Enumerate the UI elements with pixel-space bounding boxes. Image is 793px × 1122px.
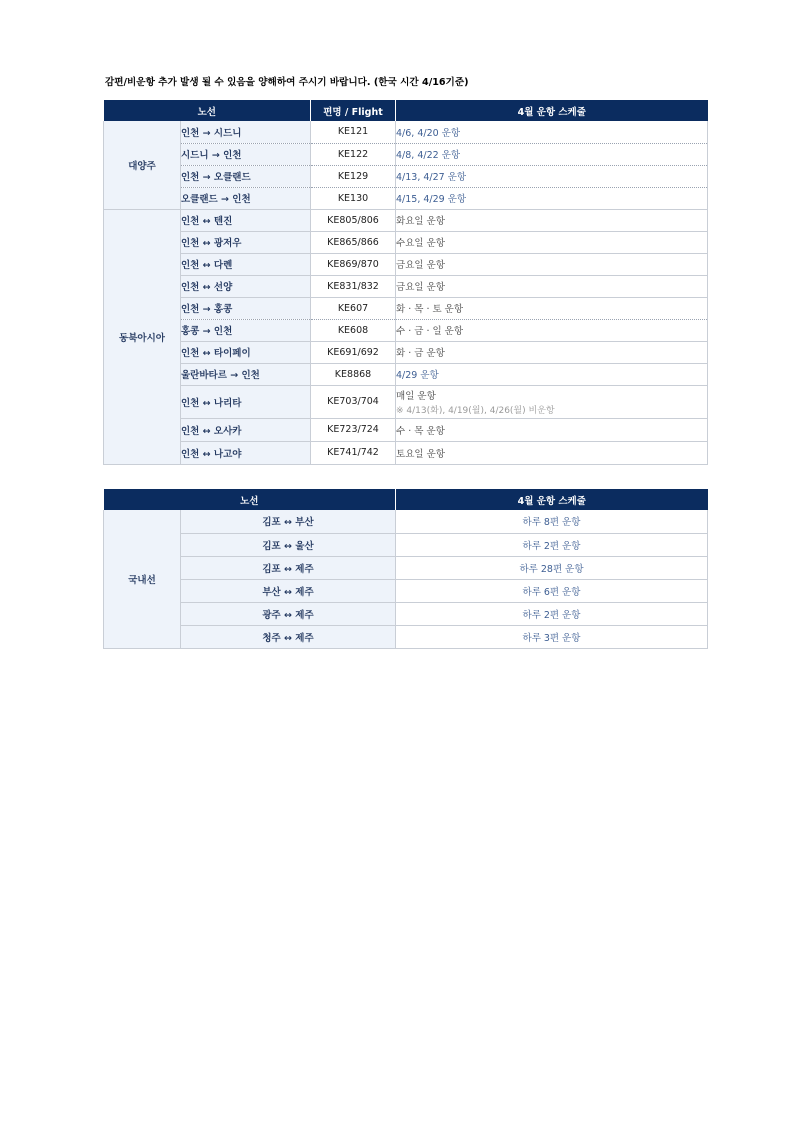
route-cell: 청주 ↔ 제주 [181, 625, 396, 648]
table-row [104, 253, 708, 275]
header-route: 노선 [104, 100, 311, 121]
flight-cell: KE691/692 [311, 341, 396, 363]
table-row [104, 363, 708, 385]
route-cell: 오클랜드 → 인천 [181, 187, 311, 209]
table-row [104, 121, 708, 143]
table-row [104, 533, 708, 556]
schedule-cell: 4/13, 4/27 운항 [396, 165, 708, 187]
schedule-cell: 4/15, 4/29 운항 [396, 187, 708, 209]
route-cell: 인천 ↔ 나리타 [181, 385, 311, 418]
schedule-cell: 하루 6편 운항 [396, 579, 708, 602]
schedule-main-text: 매일 운항 [396, 390, 436, 402]
flight-cell: KE703/704 [311, 385, 396, 418]
route-cell: 인천 → 오클랜드 [181, 165, 311, 187]
table-row [104, 556, 708, 579]
route-cell: 울란바타르 → 인천 [181, 363, 311, 385]
header-schedule: 4월 운항 스케줄 [396, 100, 708, 121]
schedule-cell [396, 385, 708, 418]
table-row [104, 579, 708, 602]
route-cell: 인천 → 시드니 [181, 121, 311, 143]
flight-cell: KE607 [311, 297, 396, 319]
route-cell: 인천 ↔ 광저우 [181, 231, 311, 253]
route-cell: 인천 ↔ 나고야 [181, 441, 311, 464]
schedule-cell: 하루 2편 운항 [396, 602, 708, 625]
flight-cell: KE8868 [311, 363, 396, 385]
international-schedule-table [103, 100, 708, 465]
route-cell: 김포 ↔ 울산 [181, 533, 396, 556]
route-cell: 부산 ↔ 제주 [181, 579, 396, 602]
flight-cell: KE723/724 [311, 418, 396, 441]
flight-cell: KE741/742 [311, 441, 396, 464]
schedule-cell: 수요일 운항 [396, 231, 708, 253]
schedule-cell: 화 · 목 · 토 운항 [396, 297, 708, 319]
route-cell: 인천 ↔ 선양 [181, 275, 311, 297]
flight-cell: KE831/832 [311, 275, 396, 297]
flight-cell: KE130 [311, 187, 396, 209]
schedule-cell: 토요일 운항 [396, 441, 708, 464]
flight-cell: KE121 [311, 121, 396, 143]
flight-cell: KE805/806 [311, 209, 396, 231]
table-row [104, 165, 708, 187]
table-header-row [104, 100, 708, 121]
schedule-note-text: ※ 4/13(화), 4/19(월), 4/26(월) 비운항 [396, 405, 555, 416]
schedule-cell: 수 · 목 운항 [396, 418, 708, 441]
table-row [104, 187, 708, 209]
flight-cell: KE869/870 [311, 253, 396, 275]
flight-cell: KE129 [311, 165, 396, 187]
route-cell: 인천 ↔ 다롄 [181, 253, 311, 275]
table-row [104, 385, 708, 418]
route-cell: 인천 ↔ 오사카 [181, 418, 311, 441]
table-header-row [104, 489, 708, 510]
table-row [104, 319, 708, 341]
schedule-cell: 금요일 운항 [396, 253, 708, 275]
route-cell: 광주 ↔ 제주 [181, 602, 396, 625]
route-cell: 김포 ↔ 부산 [181, 510, 396, 533]
schedule-cell: 하루 3편 운항 [396, 625, 708, 648]
schedule-cell: 금요일 운항 [396, 275, 708, 297]
region-domestic: 국내선 [104, 510, 181, 648]
schedule-cell: 4/8, 4/22 운항 [396, 143, 708, 165]
schedule-cell: 4/29 운항 [396, 363, 708, 385]
domestic-schedule-table [103, 489, 708, 649]
table-row [104, 602, 708, 625]
route-cell: 인천 → 홍콩 [181, 297, 311, 319]
region-northeast-asia: 동북아시아 [104, 209, 181, 464]
table-row [104, 510, 708, 533]
region-oceania: 대양주 [104, 121, 181, 209]
table-row [104, 143, 708, 165]
notice-text: 감편/비운항 추가 발생 될 수 있음을 양해하여 주시기 바랍니다. (한국 시간 4/16기준) [105, 77, 469, 88]
header-flight: 편명 / Flight [311, 100, 396, 121]
schedule-cell: 수 · 금 · 일 운항 [396, 319, 708, 341]
schedule-cell: 화요일 운항 [396, 209, 708, 231]
table-row [104, 297, 708, 319]
table-row [104, 625, 708, 648]
schedule-cell: 하루 28편 운항 [396, 556, 708, 579]
table-row [104, 231, 708, 253]
route-cell: 김포 ↔ 제주 [181, 556, 396, 579]
flight-cell: KE608 [311, 319, 396, 341]
route-cell: 시드니 → 인천 [181, 143, 311, 165]
route-cell: 인천 ↔ 타이페이 [181, 341, 311, 363]
table-row [104, 341, 708, 363]
route-cell: 홍콩 → 인천 [181, 319, 311, 341]
header-route: 노선 [104, 489, 396, 510]
schedule-cell: 4/6, 4/20 운항 [396, 121, 708, 143]
table-row [104, 418, 708, 441]
schedule-cell: 하루 2편 운항 [396, 533, 708, 556]
table-row [104, 275, 708, 297]
schedule-cell: 화 · 금 운항 [396, 341, 708, 363]
route-cell: 인천 ↔ 텐진 [181, 209, 311, 231]
header-schedule: 4월 운항 스케줄 [396, 489, 708, 510]
schedule-cell: 하루 8편 운항 [396, 510, 708, 533]
table-row [104, 209, 708, 231]
table-row [104, 441, 708, 464]
flight-cell: KE122 [311, 143, 396, 165]
flight-cell: KE865/866 [311, 231, 396, 253]
